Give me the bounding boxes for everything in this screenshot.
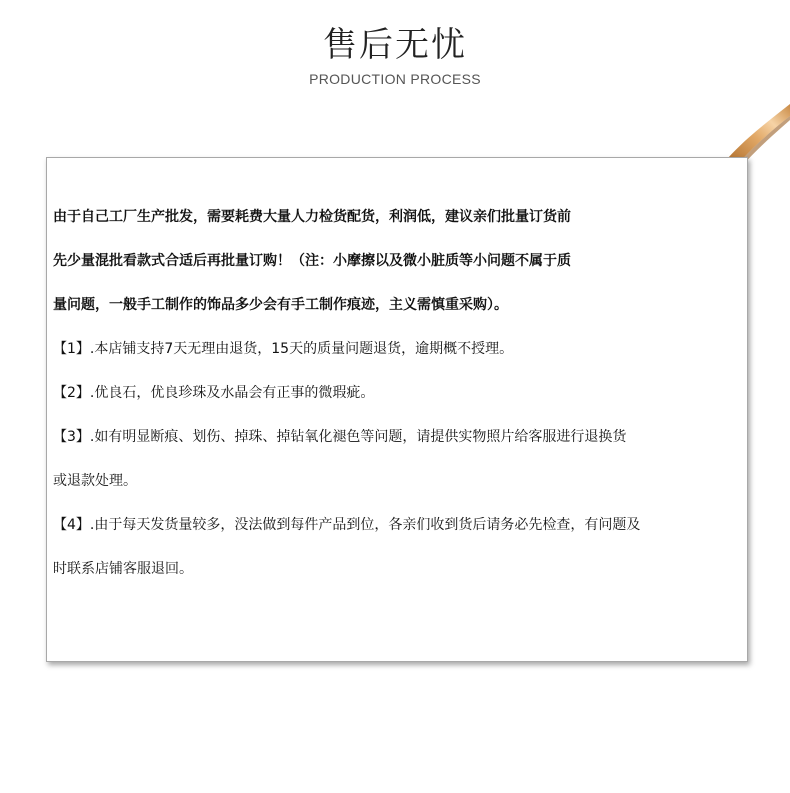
notice-line-6: 【3】.如有明显断痕、划伤、掉珠、掉钻氧化褪色等问题，请提供实物照片给客服进行退换货 (53, 429, 627, 445)
after-sales-notice-box (46, 157, 748, 662)
page-subtitle: PRODUCTION PROCESS (309, 71, 481, 87)
notice-line-7: 或退款处理。 (53, 473, 137, 489)
notice-line-4: 【1】.本店铺支持7天无理由退货，15天的质量问题退货，逾期概不授理。 (53, 341, 514, 357)
notice-line-9: 时联系店铺客服退回。 (53, 561, 193, 577)
notice-line-5: 【2】.优良石，优良珍珠及水晶会有正事的微瑕疵。 (53, 385, 375, 401)
notice-line-2: 先少量混批看款式合适后再批量订购！（注：小摩擦以及微小脏质等小问题不属于质 (53, 253, 571, 269)
notice-line-8: 【4】.由于每天发货量较多，没法做到每件产品到位，各亲们收到货后请务必先检查，有问题及 (53, 517, 641, 533)
notice-line-3: 量问题，一般手工制作的饰品多少会有手工制作痕迹，主义需慎重采购）。 (53, 297, 508, 313)
notice-line-1: 由于自己工厂生产批发，需要耗费大量人力检货配货，利润低，建议亲们批量订货前 (53, 209, 571, 225)
page-title: 售后无忧 (323, 25, 467, 65)
